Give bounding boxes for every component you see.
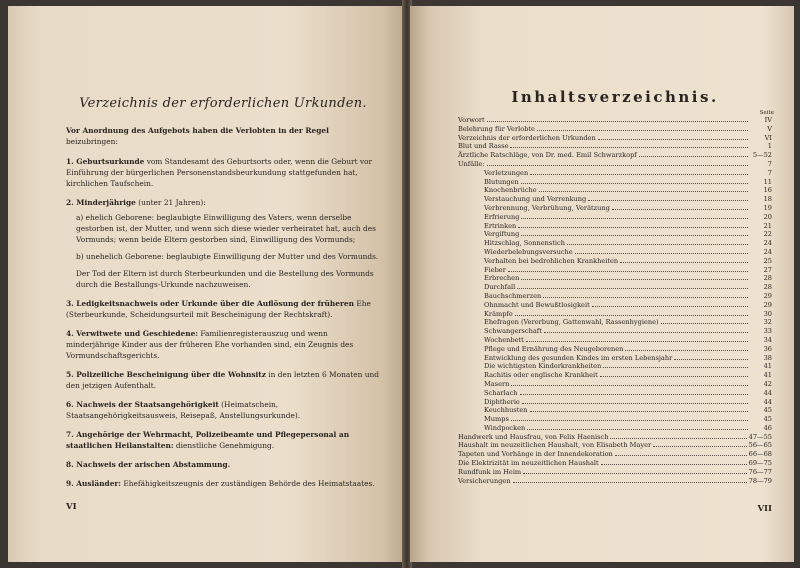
toc-entry bbox=[458, 362, 772, 371]
item-1 bbox=[66, 156, 380, 189]
toc-entry-title: Vorwort bbox=[458, 116, 485, 124]
toc-entry-page: 5—52 bbox=[752, 151, 772, 160]
item-6 bbox=[66, 399, 380, 421]
toc-entry bbox=[458, 380, 772, 389]
item-7 bbox=[66, 429, 380, 451]
toc-entry-page: 29 bbox=[763, 300, 772, 309]
toc-entry-page: 19 bbox=[763, 203, 772, 212]
item-9-bold: 9. Ausländer: bbox=[66, 479, 122, 488]
toc-entry bbox=[458, 151, 772, 160]
toc-entry-page: 41 bbox=[763, 362, 772, 371]
toc-entry bbox=[458, 116, 772, 125]
toc-dot-leader bbox=[567, 239, 748, 245]
toc-entry bbox=[458, 406, 772, 415]
toc-dot-leader bbox=[600, 371, 748, 377]
toc-entry bbox=[458, 213, 772, 222]
toc-dot-leader bbox=[520, 389, 748, 395]
toc-entry bbox=[458, 450, 772, 459]
toc-dot-leader bbox=[521, 274, 748, 280]
toc-entry-title: Erbrechen bbox=[484, 274, 520, 283]
toc-entry bbox=[458, 125, 772, 134]
toc-entry-page: 22 bbox=[763, 230, 772, 239]
toc-entry bbox=[458, 389, 772, 398]
toc-entry-title: Verzeichnis der erforderlichen Urkunden bbox=[458, 133, 596, 142]
toc-dot-leader bbox=[598, 134, 748, 140]
toc-entry-title: Vergiftung bbox=[484, 230, 520, 239]
toc-entry bbox=[458, 459, 772, 468]
toc-entry-page: 32 bbox=[763, 318, 772, 327]
toc-entry-title: Tapeten und Vorhänge in der Innendekoration bbox=[458, 450, 613, 459]
toc-entry bbox=[458, 336, 772, 345]
toc-entry-page: 66—68 bbox=[748, 450, 772, 459]
right-page bbox=[410, 6, 794, 562]
item-3 bbox=[66, 298, 380, 320]
toc-dot-leader bbox=[521, 178, 748, 184]
item-5-text: in den letzten 6 Monaten und den jetzigen Aufenthalt. bbox=[66, 370, 379, 390]
toc-entry-page: 34 bbox=[763, 335, 772, 344]
toc-entry bbox=[458, 169, 772, 178]
toc-entry-page: 41 bbox=[763, 371, 772, 380]
item-7-text: dienstliche Genehmigung. bbox=[175, 441, 275, 450]
toc-entry bbox=[458, 318, 772, 327]
toc-entry-page: 27 bbox=[763, 265, 772, 274]
toc-entry-title: Unfälle: bbox=[458, 159, 485, 168]
toc-entry-title: Pflege und Ernährung des Neugeborenen bbox=[484, 344, 624, 353]
toc-dot-leader bbox=[539, 186, 748, 192]
toc-entry-page: 45 bbox=[763, 406, 772, 415]
toc-entry-title: Wochenbett bbox=[484, 335, 524, 344]
toc-entry bbox=[458, 160, 772, 169]
right-page-title: Inhaltsverzeichnis. bbox=[511, 88, 719, 106]
toc-entry bbox=[458, 222, 772, 231]
toc-entry-title: Die Elektrizität im neuzeitlichen Haushalt bbox=[458, 459, 599, 468]
item-1-bold: 1. Geburtsurkunde bbox=[66, 157, 145, 166]
toc-dot-leader bbox=[588, 195, 748, 201]
toc-entry-page: 30 bbox=[763, 309, 772, 318]
toc-entry-title: Entwicklung des gesunden Kindes im ersten Lebensjahr bbox=[484, 353, 673, 362]
toc-dot-leader bbox=[521, 230, 748, 236]
toc-entry bbox=[458, 239, 772, 248]
toc-dot-leader bbox=[544, 327, 748, 333]
toc-dot-leader bbox=[601, 459, 747, 465]
toc-entry-page: 25 bbox=[763, 256, 772, 265]
toc-dot-leader bbox=[543, 292, 748, 298]
item-4-bold: 4. Verwitwete und Geschiedene: bbox=[66, 329, 198, 338]
toc-entry-page: 56—65 bbox=[748, 441, 772, 450]
toc-entry-page: 24 bbox=[763, 239, 772, 248]
toc-entry-title: Krämpfe bbox=[484, 309, 513, 318]
toc-entry-title: Keuchhusten bbox=[484, 406, 528, 415]
toc-dot-leader bbox=[523, 468, 746, 474]
toc-entry-page: 69—75 bbox=[748, 459, 772, 468]
toc-dot-leader bbox=[537, 125, 748, 131]
toc-entry-page: VI bbox=[764, 133, 772, 142]
toc-entry-page: 42 bbox=[763, 379, 772, 388]
toc-entry bbox=[458, 266, 772, 275]
item-8 bbox=[66, 459, 380, 470]
item-5-bold: 5. Polizeiliche Bescheinigung über die Wohnsitz bbox=[66, 370, 266, 379]
toc-dot-leader bbox=[510, 142, 748, 148]
item-2 bbox=[66, 197, 380, 290]
toc-entry bbox=[458, 441, 772, 450]
toc-dot-leader bbox=[603, 362, 748, 368]
toc-dot-leader bbox=[522, 398, 748, 404]
toc-entry-page: 29 bbox=[763, 291, 772, 300]
toc-entry bbox=[458, 345, 772, 354]
item-2-note: Der Tod der Eltern ist durch Sterbeurkunden und die Bestellung des Vormunds durch die Bestallungs-Urkunde nachzuweisen. bbox=[76, 269, 374, 289]
toc-dot-leader bbox=[615, 450, 747, 456]
toc-entry-title: Fieber bbox=[484, 265, 506, 274]
toc-entry bbox=[458, 433, 772, 442]
toc-entry-title: Erfrierung bbox=[484, 212, 520, 221]
toc-entry bbox=[458, 134, 772, 143]
toc-entry-page: 47—55 bbox=[748, 432, 772, 441]
toc-entry-page: 28 bbox=[763, 283, 772, 292]
toc-entry-title: Mumps bbox=[484, 415, 509, 424]
toc-entry bbox=[458, 424, 772, 433]
toc-entry-title: Durchfall bbox=[484, 283, 516, 292]
seite-column-label: Seite bbox=[759, 110, 774, 116]
toc-entry-title: Ohnmacht und Bewußtlosigkeit bbox=[484, 300, 590, 309]
table-of-contents bbox=[458, 116, 772, 485]
toc-entry bbox=[458, 195, 772, 204]
toc-entry bbox=[458, 415, 772, 424]
toc-dot-leader bbox=[527, 424, 748, 430]
toc-dot-leader bbox=[508, 266, 748, 272]
item-2a: a) ehelich Geborene: beglaubigte Einwilligung des Vaters, wenn derselbe gestorben ist, der Mutter, und wenn sich diese wieder verheiratet hat, auch des Vormunds; wenn beide Eltern gestorben sind, Einwilligung des Vormunds; bbox=[76, 213, 376, 244]
toc-entry-page: 78—79 bbox=[748, 476, 772, 485]
item-3-bold: 3. Ledigkeitsnachweis oder Urkunde über die Auflösung der früheren bbox=[66, 299, 354, 308]
toc-entry bbox=[458, 327, 772, 336]
toc-entry-title: Rundfunk im Heim bbox=[458, 467, 522, 476]
item-4-text: Familienregisterauszug und wenn minderjährige Kinder aus der früheren Ehe vorhanden sind, ein Zeugnis des Vormundschaftsgerichts. bbox=[66, 329, 354, 360]
toc-entry-title: Haushalt im neuzeitlichen Haushalt, von Elisabeth Mayer bbox=[458, 441, 652, 450]
toc-entry-page: 7 bbox=[767, 159, 772, 168]
toc-entry-title: Blut und Rasse bbox=[458, 142, 509, 151]
toc-dot-leader bbox=[513, 477, 747, 483]
toc-dot-leader bbox=[653, 441, 746, 447]
toc-entry-title: Die wichtigsten Kinderkrankheiten bbox=[484, 362, 602, 371]
toc-dot-leader bbox=[521, 213, 748, 219]
toc-entry-title: Scharlach bbox=[484, 388, 518, 397]
toc-entry bbox=[458, 468, 772, 477]
toc-dot-leader bbox=[530, 406, 748, 412]
toc-entry bbox=[458, 371, 772, 380]
toc-entry bbox=[458, 292, 772, 301]
toc-entry bbox=[458, 274, 772, 283]
toc-entry-title: Verletzungen bbox=[484, 168, 529, 177]
toc-dot-leader bbox=[515, 310, 748, 316]
toc-entry bbox=[458, 301, 772, 310]
toc-dot-leader bbox=[620, 257, 748, 263]
toc-entry-title: Schwangerschaft bbox=[484, 327, 542, 336]
toc-dot-leader bbox=[526, 336, 748, 342]
intro-paragraph bbox=[66, 125, 380, 147]
toc-dot-leader bbox=[674, 354, 748, 360]
toc-entry-title: Ehefragen (Vererbung, Gattenwahl, Rassenhygiene) bbox=[484, 318, 659, 327]
toc-entry-page: 24 bbox=[763, 247, 772, 256]
toc-entry-title: Blutungen bbox=[484, 177, 519, 186]
toc-entry-title: Bauchschmerzen bbox=[484, 291, 542, 300]
toc-entry bbox=[458, 186, 772, 195]
toc-dot-leader bbox=[575, 248, 748, 254]
toc-dot-leader bbox=[487, 160, 748, 166]
left-page bbox=[8, 6, 406, 562]
toc-entry-title: Wiederbelebungsversuche bbox=[484, 247, 573, 256]
toc-entry-page: 36 bbox=[763, 344, 772, 353]
toc-entry bbox=[458, 354, 772, 363]
toc-entry-page: 7 bbox=[767, 168, 772, 177]
item-1-text: vom Standesamt des Geburtsorts oder, wenn die Geburt vor Einführung der bürgerlichen Personenstandsbeurkundung stattgefunden hat, kirchlichen Taufschein. bbox=[66, 157, 373, 188]
toc-entry-page: 45 bbox=[763, 415, 772, 424]
toc-entry-title: Hitzschlag, Sonnenstich bbox=[484, 239, 565, 248]
toc-dot-leader bbox=[661, 318, 748, 324]
left-page-title: Verzeichnis der erforderlichen Urkunden. bbox=[79, 96, 367, 111]
toc-entry bbox=[458, 142, 772, 151]
item-4 bbox=[66, 328, 380, 361]
toc-entry-title: Handwerk und Hausfrau, von Felix Haenisch bbox=[458, 432, 609, 441]
intro-rest: beizubringen: bbox=[66, 137, 118, 146]
item-2-text: (unter 21 Jahren): bbox=[138, 198, 206, 207]
toc-entry-page: 33 bbox=[763, 327, 772, 336]
toc-entry-title: Verhalten bei bedrohlichen Krankheiten bbox=[484, 256, 619, 265]
toc-entry-title: Ertrinken bbox=[484, 221, 517, 230]
item-8-bold: 8. Nachweis der arischen Abstammung. bbox=[66, 460, 231, 469]
item-7-bold: 7. Angehörige der Wehrmacht, Polizeibeamte und Pflegepersonal an staatlichen Heilanstalten: bbox=[66, 430, 350, 450]
toc-entry bbox=[458, 310, 772, 319]
item-6-bold: 6. Nachweis der Staatsangehörigkeit bbox=[66, 400, 219, 409]
item-6-text: (Heimatschein, Staatsangehörigkeitsausweis, Reisepaß, Anstellungsurkunde). bbox=[66, 400, 301, 420]
toc-entry-title: Belehrung für Verlobte bbox=[458, 124, 535, 133]
toc-dot-leader bbox=[610, 433, 746, 439]
item-2b: b) unehelich Geborene: beglaubigte Einwilligung der Mutter und des Vormunds. bbox=[76, 252, 379, 261]
toc-entry bbox=[458, 204, 772, 213]
toc-entry bbox=[458, 178, 772, 187]
toc-entry-title: Verbrennung, Verbrühung, Verätzung bbox=[484, 203, 610, 212]
toc-entry bbox=[458, 283, 772, 292]
toc-entry-page: 1 bbox=[767, 142, 772, 151]
toc-dot-leader bbox=[511, 415, 748, 421]
toc-entry-page: 76—77 bbox=[748, 467, 772, 476]
toc-dot-leader bbox=[511, 380, 748, 386]
toc-entry-page: 18 bbox=[763, 195, 772, 204]
right-page-number: VII bbox=[757, 504, 772, 514]
toc-entry-page: 21 bbox=[763, 221, 772, 230]
toc-entry-page: 44 bbox=[763, 397, 772, 406]
toc-entry bbox=[458, 230, 772, 239]
item-3-text: Ehe (Sterbeurkunde, Scheidungsurteil mit Bescheinigung der Rechtskraft). bbox=[66, 299, 371, 319]
left-page-number: VI bbox=[66, 502, 77, 512]
toc-entry bbox=[458, 257, 772, 266]
toc-entry bbox=[458, 248, 772, 257]
toc-dot-leader bbox=[518, 222, 748, 228]
toc-entry-title: Versicherungen bbox=[458, 476, 511, 485]
toc-dot-leader bbox=[517, 283, 748, 289]
item-9 bbox=[66, 478, 380, 489]
toc-entry-page: IV bbox=[764, 116, 772, 124]
toc-entry bbox=[458, 477, 772, 486]
toc-entry-page: 16 bbox=[763, 186, 772, 195]
toc-entry-page: 46 bbox=[763, 423, 772, 432]
toc-dot-leader bbox=[487, 116, 748, 122]
item-9-text: Ehefähigkeitszeugnis der zuständigen Behörde des Heimatstaates. bbox=[123, 479, 375, 488]
toc-entry-page: 11 bbox=[763, 177, 772, 186]
toc-entry-title: Rachitis oder englische Krankheit bbox=[484, 371, 598, 380]
toc-dot-leader bbox=[639, 151, 748, 157]
toc-entry-title: Masern bbox=[484, 379, 510, 388]
toc-entry-page: 20 bbox=[763, 212, 772, 221]
toc-dot-leader bbox=[625, 345, 748, 351]
toc-dot-leader bbox=[612, 204, 748, 210]
toc-entry-title: Diphtherie bbox=[484, 397, 520, 406]
item-5 bbox=[66, 369, 380, 391]
toc-entry-title: Ärztliche Ratschläge, von Dr. med. Emil Schwarzkopf bbox=[458, 151, 637, 160]
toc-entry-page: 28 bbox=[763, 274, 772, 283]
item-2-bold: 2. Minderjährige bbox=[66, 198, 136, 207]
toc-entry-title: Verstauchung und Verrenkung bbox=[484, 195, 587, 204]
toc-entry-page: 44 bbox=[763, 388, 772, 397]
toc-dot-leader bbox=[592, 301, 748, 307]
toc-entry-title: Knochenbrüche bbox=[484, 186, 537, 195]
intro-bold: Vor Anordnung des Aufgebots haben die Verlobten in der Regel bbox=[66, 126, 329, 135]
toc-dot-leader bbox=[530, 169, 748, 175]
toc-entry bbox=[458, 398, 772, 407]
toc-entry-page: V bbox=[767, 124, 772, 133]
toc-entry-page: 38 bbox=[763, 353, 772, 362]
toc-entry-title: Windpocken bbox=[484, 423, 526, 432]
